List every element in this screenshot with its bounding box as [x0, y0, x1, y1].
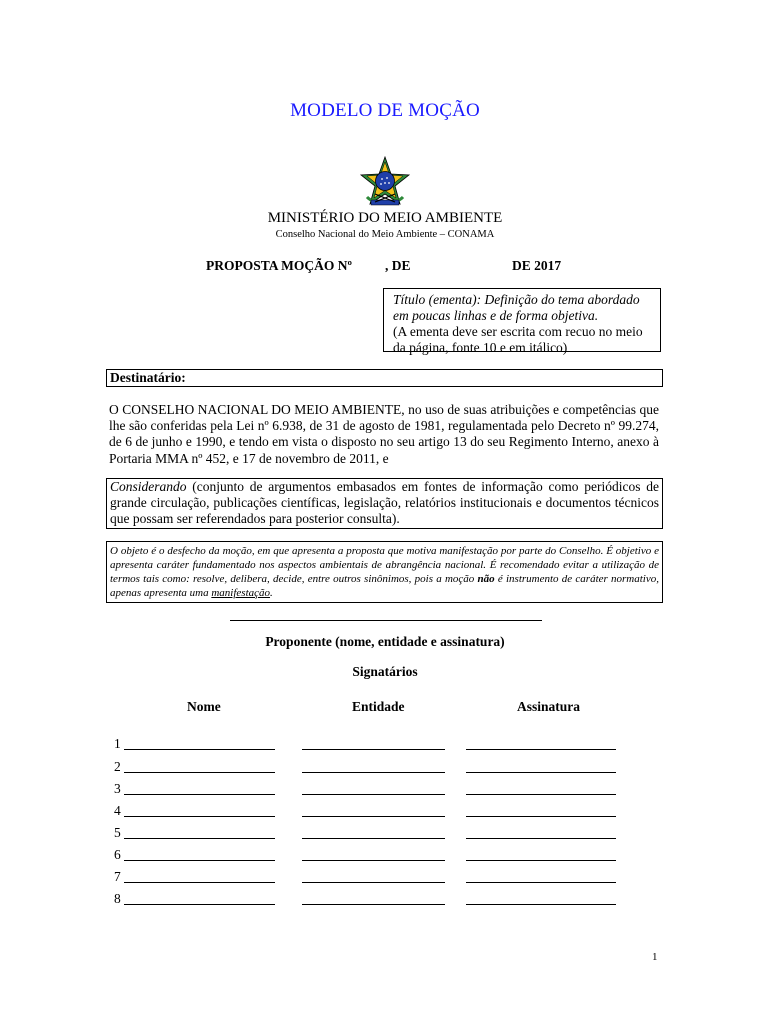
- entidade-blank-line: [302, 838, 445, 839]
- considerando-text: (conjunto de argumentos embasados em fontes de informação como periódicos de grande circulação, publicações científicas, legislação, relatórios institucionais e documentos técnicos que possam ser referendados para posterior consulta).: [110, 479, 659, 527]
- ementa-note: (A ementa deve ser escrita com recuo no meio da página, fonte 10 e em itálico): [393, 324, 643, 355]
- entidade-blank-line: [302, 882, 445, 883]
- signatory-row: [0, 825, 770, 841]
- proposal-year-label: DE 2017: [512, 258, 562, 273]
- objeto-text-before: O objeto é o desfecho da moção, em que apresenta a proposta que motiva manifestação por parte do Conselho. É objetivo e apresenta caráter fundamentado nos aspectos ambientais de abrangência nacional. É recomendado evitar a utilização de termos tais como: resolve, delibera, decide, entre outros sinônimos, pois a moção: [110, 545, 659, 585]
- entidade-blank-line: [302, 860, 445, 861]
- entidade-blank-line: [302, 772, 445, 773]
- assinatura-blank-line: [466, 772, 616, 773]
- row-number: 8: [114, 891, 121, 906]
- row-number: 7: [114, 869, 121, 884]
- signatory-row: [0, 803, 770, 819]
- signatory-row: [0, 781, 770, 797]
- assinatura-blank-line: [466, 816, 616, 817]
- coat-of-arms-emblem: [359, 156, 411, 208]
- document-title: MODELO DE MOÇÃO: [290, 100, 480, 121]
- row-number: 6: [114, 847, 121, 862]
- entidade-blank-line: [302, 816, 445, 817]
- proposal-date-label: , DE: [385, 258, 411, 273]
- destinatario-label: Destinatário:: [110, 370, 186, 385]
- row-number: 2: [114, 759, 121, 774]
- entidade-blank-line: [302, 904, 445, 905]
- assinatura-blank-line: [466, 749, 616, 750]
- row-number: 4: [114, 803, 121, 818]
- nome-blank-line: [124, 772, 275, 773]
- ementa-title: Título (ementa): Definição do tema abordado em poucas linhas e de forma objetiva.: [393, 292, 640, 323]
- row-number: 5: [114, 825, 121, 840]
- nome-blank-line: [124, 860, 275, 861]
- row-number: 1: [114, 736, 121, 751]
- star-emblem-icon: [359, 156, 411, 208]
- objeto-text-middle: é instrumento de caráter normativo, apenas apresenta uma: [110, 573, 659, 599]
- assinatura-blank-line: [466, 794, 616, 795]
- assinatura-blank-line: [466, 838, 616, 839]
- objeto-box: [106, 541, 663, 603]
- column-header-entidade: Entidade: [352, 699, 405, 714]
- council-name: Conselho Nacional do Meio Ambiente – CONAMA: [275, 229, 495, 240]
- signatarios-heading: Signatários: [352, 664, 418, 679]
- proponente-label: Proponente (nome, entidade e assinatura): [265, 634, 505, 649]
- entidade-blank-line: [302, 749, 445, 750]
- ementa-box: [383, 288, 661, 355]
- nome-blank-line: [124, 749, 275, 750]
- column-header-nome: Nome: [187, 699, 221, 714]
- objeto-underlined-word: manifestação: [211, 587, 271, 599]
- assinatura-blank-line: [466, 882, 616, 883]
- ministry-name: MINISTÉRIO DO MEIO AMBIENTE: [267, 210, 503, 226]
- entidade-blank-line: [302, 794, 445, 795]
- intro-paragraph: O CONSELHO NACIONAL DO MEIO AMBIENTE, no uso de suas atribuições e competências que lhe são conferidas pela Lei nº 6.938, de 31 de agosto de 1981, regulamentada pelo Decreto nº 99.274, de 6 de junho e 1990, e tendo em vista o disposto no seu artigo 13 do seu Regimento Interno, anexo à Portaria MMA nº 452, e 17 de novembro de 2011, e: [109, 402, 659, 466]
- considerando-box: [106, 478, 663, 529]
- nome-blank-line: [124, 882, 275, 883]
- objeto-text-end: .: [270, 587, 273, 599]
- column-header-assinatura: Assinatura: [517, 699, 581, 714]
- signatory-row: [0, 736, 770, 752]
- signatory-row: [0, 869, 770, 885]
- nome-blank-line: [124, 794, 275, 795]
- proposal-label: PROPOSTA MOÇÃO Nº: [206, 258, 352, 273]
- destinatario-box: [106, 369, 663, 387]
- nome-blank-line: [124, 816, 275, 817]
- signatory-row: [0, 759, 770, 775]
- assinatura-blank-line: [466, 860, 616, 861]
- assinatura-blank-line: [466, 904, 616, 905]
- objeto-bold-word: não: [477, 573, 495, 585]
- signatory-row: [0, 891, 770, 907]
- signatory-row: [0, 847, 770, 863]
- considerando-keyword: Considerando: [110, 479, 187, 494]
- nome-blank-line: [124, 838, 275, 839]
- nome-blank-line: [124, 904, 275, 905]
- page-number: 1: [652, 951, 658, 963]
- proponente-signature-line: [230, 620, 542, 621]
- row-number: 3: [114, 781, 121, 796]
